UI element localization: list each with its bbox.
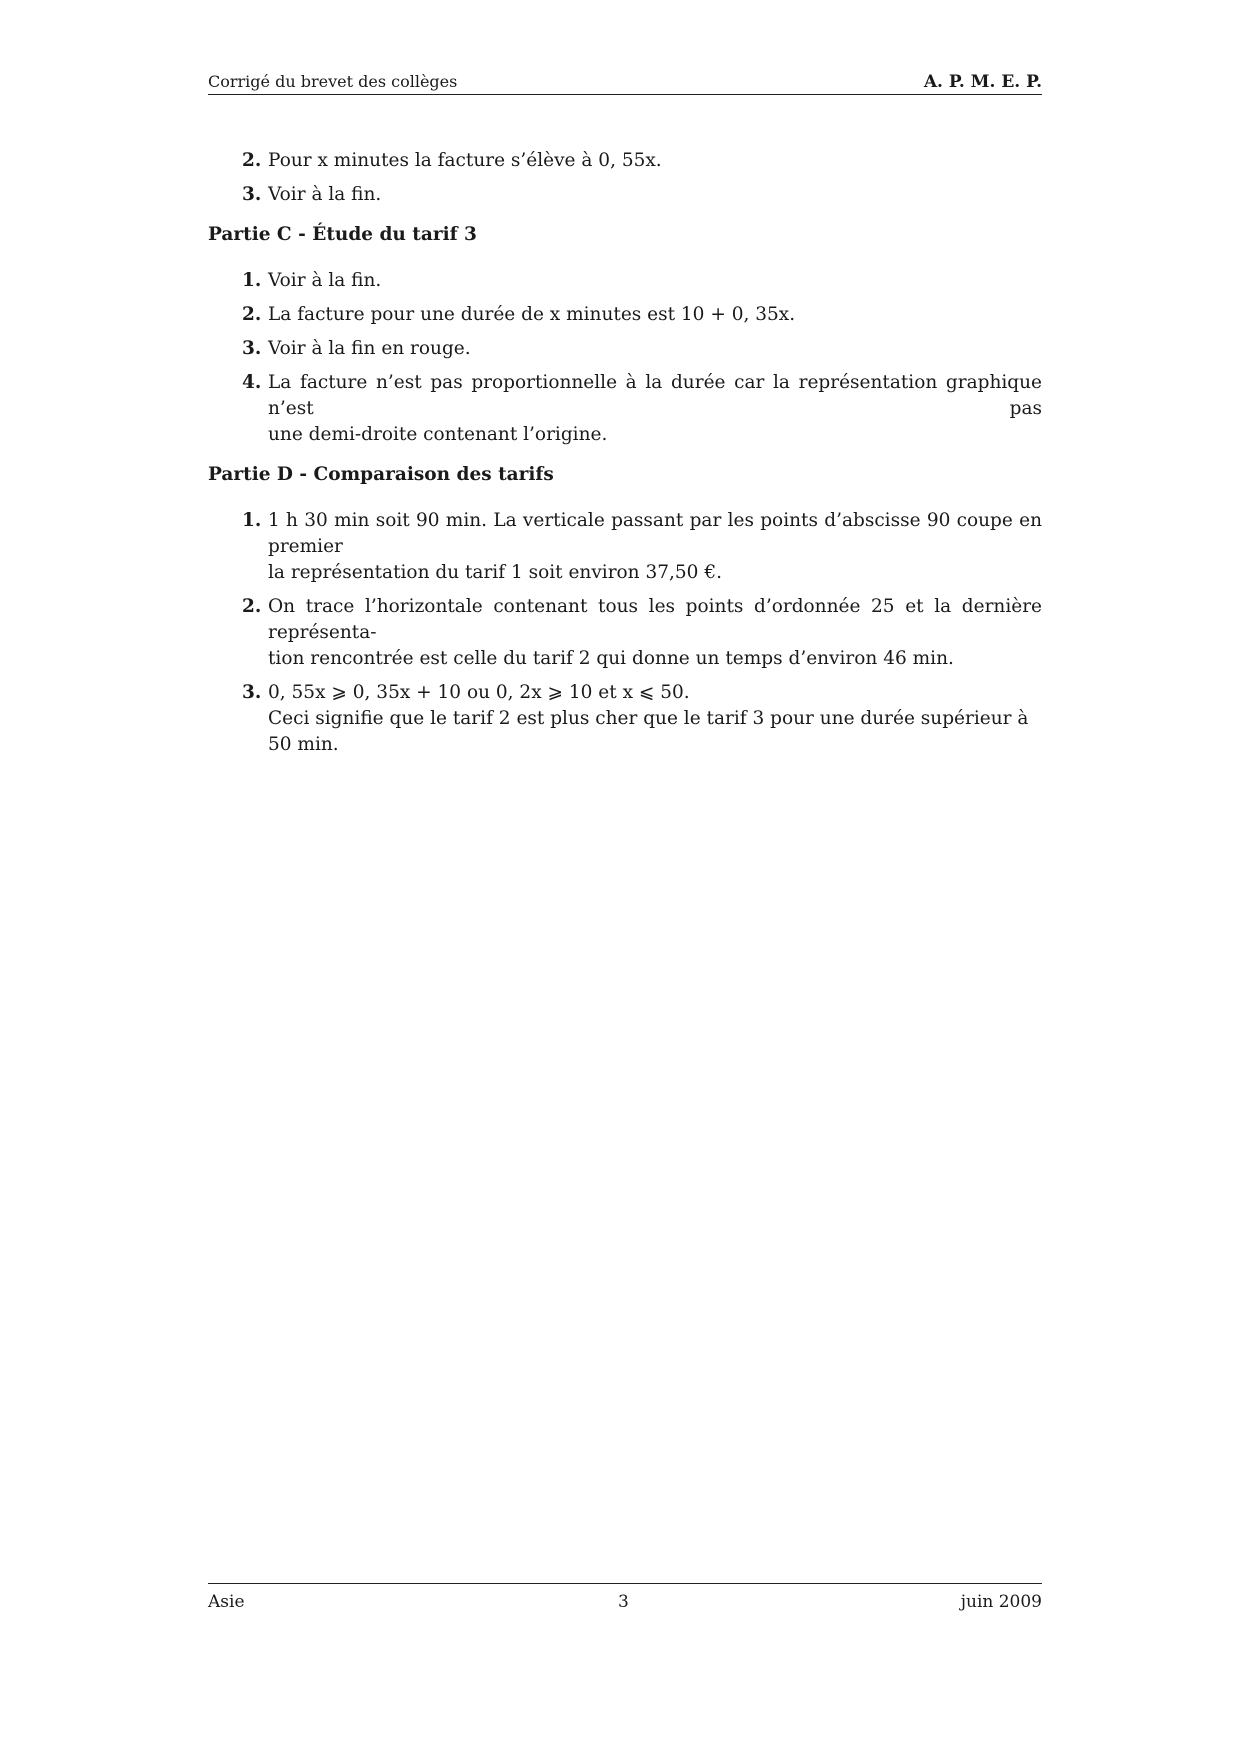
item-text-line: 0, 55x ⩾ 0, 35x + 10 ou 0, 2x ⩾ 10 et x ⩽ 50. [268, 682, 690, 703]
item-text: La facture pour une durée de x minutes est 10 + 0, 35x. [268, 304, 796, 325]
list-item [208, 370, 1042, 448]
list-item [208, 182, 1042, 208]
page-number: 3 [618, 1592, 629, 1612]
item-number: 4. [242, 372, 262, 393]
part-b-list [208, 148, 1042, 208]
item-text-line: La facture n’est pas proportionnelle à la durée car la représentation graphique n’est pas [268, 372, 1042, 419]
item-number: 3. [242, 184, 262, 205]
item-text-line: une demi-droite contenant l’origine. [268, 424, 608, 445]
list-item [208, 268, 1042, 294]
list-item [208, 508, 1042, 586]
item-number: 3. [242, 682, 262, 703]
part-c-list [208, 268, 1042, 448]
item-text-line: On trace l’horizontale contenant tous les points d’ordonnée 25 et la dernière représenta- [268, 596, 1042, 643]
section-title-part-d: Partie D - Comparaison des tarifs [208, 464, 554, 485]
list-item [208, 302, 1042, 328]
list-item [208, 148, 1042, 174]
header-title: Corrigé du brevet des collèges [208, 72, 458, 91]
header-association: A. P. M. E. P. [923, 72, 1042, 92]
item-text: Voir à la fin en rouge. [268, 338, 471, 359]
item-text-line: 1 h 30 min soit 90 min. La verticale passant par les points d’abscisse 90 coupe en premier [268, 510, 1042, 557]
item-text: Pour x minutes la facture s’élève à 0, 55x. [268, 150, 662, 171]
list-item [208, 680, 1042, 758]
item-text-line: la représentation du tarif 1 soit environ 37,50 €. [268, 562, 722, 583]
list-item [208, 336, 1042, 362]
item-number: 3. [242, 338, 262, 359]
footer-location: Asie [208, 1592, 245, 1612]
part-d-list [208, 508, 1042, 758]
item-number: 1. [242, 270, 262, 291]
running-footer [208, 1583, 1042, 1612]
item-number: 2. [242, 150, 262, 171]
footer-date: juin 2009 [960, 1592, 1042, 1612]
item-number: 1. [242, 510, 262, 531]
section-title-part-c: Partie C - Étude du tarif 3 [208, 224, 477, 245]
list-item [208, 594, 1042, 672]
document-body [208, 148, 1042, 766]
item-number: 2. [242, 596, 262, 617]
item-number: 2. [242, 304, 262, 325]
running-header [208, 72, 1042, 95]
item-text-line: tion rencontrée est celle du tarif 2 qui donne un temps d’environ 46 min. [268, 648, 954, 669]
item-text: Voir à la fin. [268, 184, 382, 205]
item-text: Voir à la fin. [268, 270, 382, 291]
document-page [208, 0, 1042, 1754]
item-text-line: Ceci signifie que le tarif 2 est plus cher que le tarif 3 pour une durée supérieur à 50 min. [268, 708, 1029, 755]
